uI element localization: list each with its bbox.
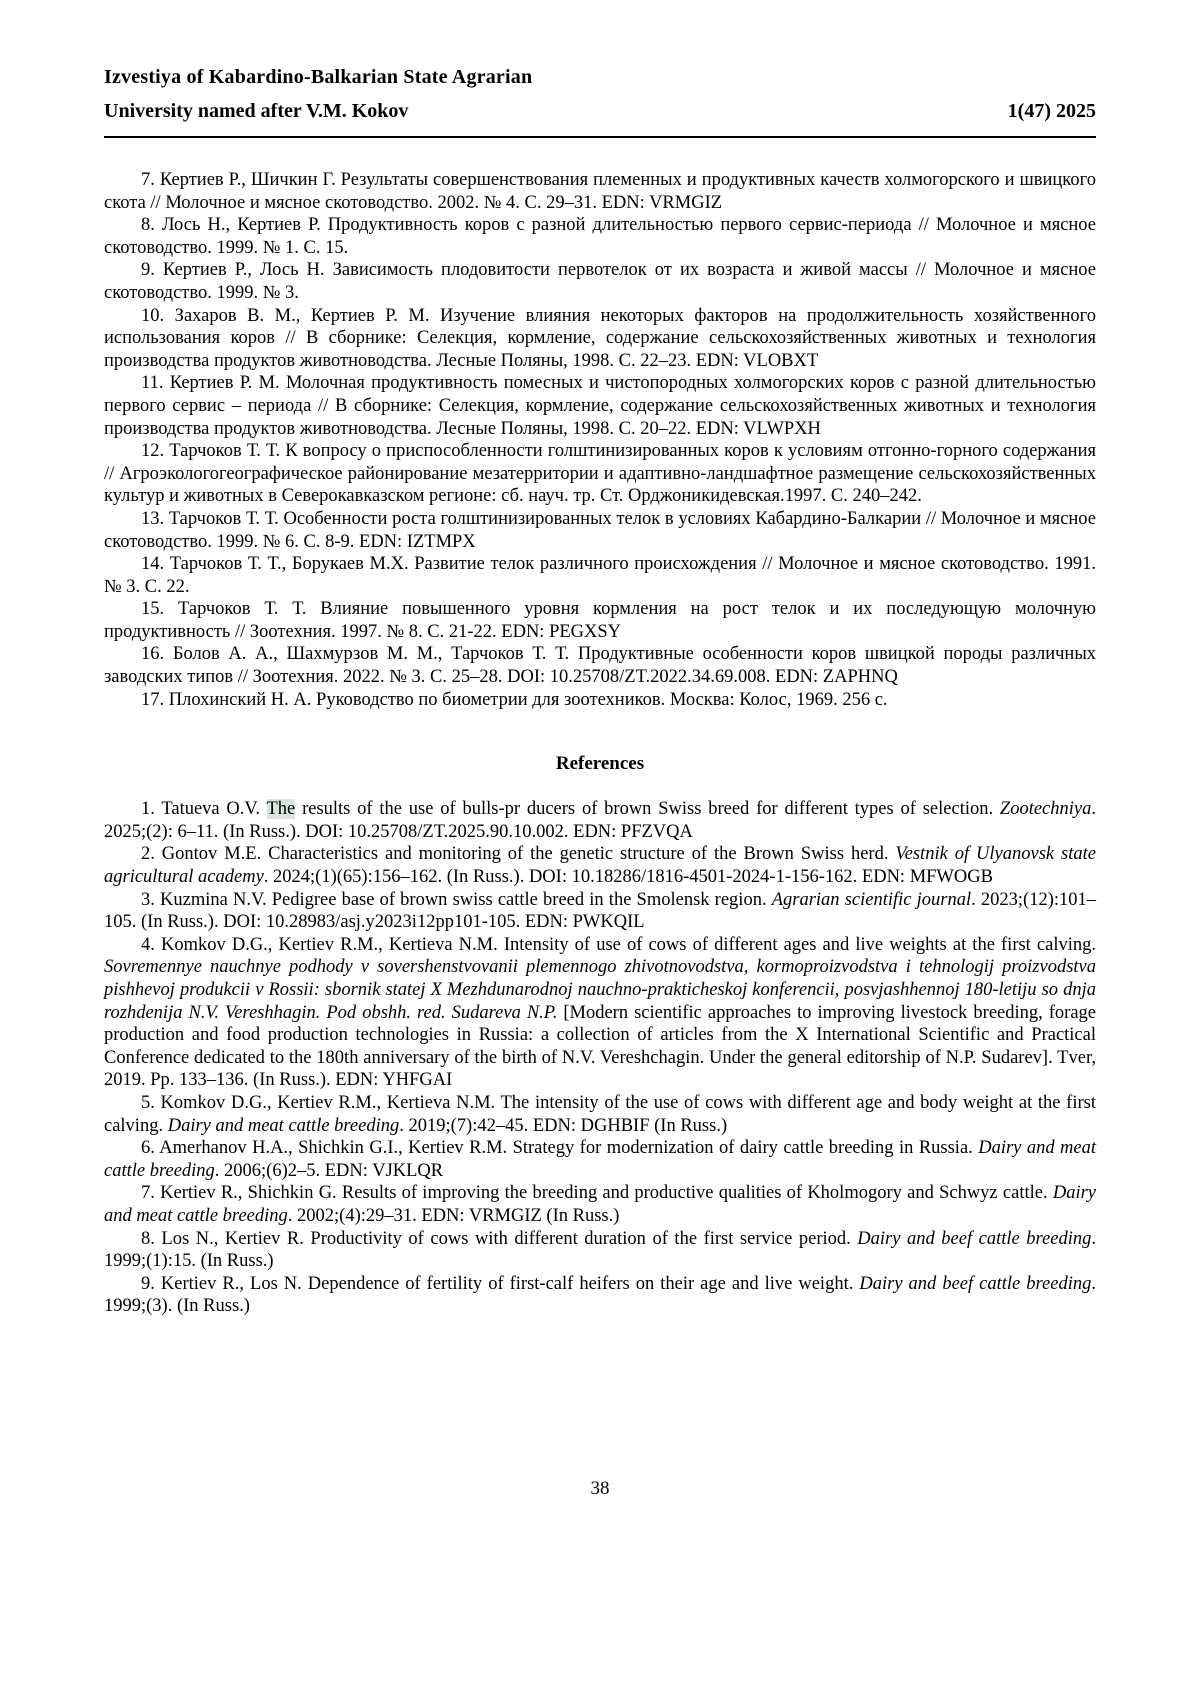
reference-item-en (104, 798, 1096, 843)
reference-item-en (104, 1228, 1096, 1273)
reference-text-segment: . 2025;(2): 6–11. (In Russ.). DOI: 10.25708/ZT.2025.90.10.002. EDN: PFZVQA (104, 799, 1096, 842)
reference-item-ru: 17. Плохинский Н. А. Руководство по биометрии для зоотехников. Москва: Колос, 1969. 256 с. (141, 689, 888, 710)
reference-item-en (104, 934, 1096, 1092)
reference-text-segment: The (266, 799, 296, 820)
reference-text-segment: . 2002;(4):29–31. EDN: VRMGIZ (In Russ.) (287, 1205, 620, 1226)
journal-title-line1: Izvestiya of Kabardino-Balkarian State Agrarian (104, 66, 533, 88)
journal-title-line2: University named after V.M. Kokov (104, 100, 409, 122)
reference-item-ru: 13. Тарчоков Т. Т. Особенности роста голштинизированных телок в условиях Кабардино-Балкарии // Молочное и мясное скотоводство. 1999. № 6. С. 8-9. EDN: IZTMPX (104, 508, 1096, 552)
references-heading: References (555, 753, 645, 775)
reference-text-segment: Dairy and meat cattle breeding (104, 1183, 1096, 1226)
page-number: 38 (590, 1478, 610, 1499)
reference-item-en (104, 843, 1096, 888)
reference-item-ru: 9. Кертиев Р., Лось Н. Зависимость плодовитости первотелок от их возраста и живой массы // Молочное и мясное скотоводство. 1999. № 3. (104, 260, 1096, 303)
reference-text-segment: Agrarian scientific journal (771, 889, 972, 910)
reference-text-segment: . 2023;(12):101–105. (In Russ.). DOI: 10.28983/asj.y2023i12pp101-105. EDN: PWKQIL (104, 889, 1096, 933)
reference-item-ru: 8. Лось Н., Кертиев Р. Продуктивность коров с разной длительностью первого сервис-периода // Молочное и мясное скотоводство. 1999. № 1. С. 15. (104, 215, 1096, 258)
english-references-list (104, 798, 1096, 1318)
reference-item-ru: 10. Захаров В. М., Кертиев Р. М. Изучение влияния некоторых факторов на продолжительность хозяйственного использования коров // В сборнике: Селекция, кормление, содержание сельскохозяйственных животных и технология производства продуктов животноводства. Лесные Поляны, 1998. С. 22–23. EDN: VLOBXT (104, 305, 1096, 371)
page-header (104, 66, 1096, 138)
reference-text-segment: 5. Komkov D.G., Kertiev R.M., Kertieva N.M. The intensity of the use of cows with different age and body weight at the first calving. (104, 1092, 1096, 1136)
reference-item-en (104, 889, 1096, 934)
reference-item-ru: 14. Тарчоков Т. Т., Борукаев М.Х. Развитие телок различного происхождения // Молочное и мясное скотоводство. 1991. № 3. С. 22. (104, 554, 1096, 597)
reference-text-segment: [Modern scientific approaches to improving livestock breeding, forage production and food production technologies in Russia: a collection of articles from the X International Scientific and Practical Conference dedicated to the 180th anniversary of the birth of N.V. Vereshchagin. Under the general editorship of N.P. Sudarev]. Tver, 2019. Pp. 133–136. (In Russ.). EDN: YHFGAI (104, 1002, 1097, 1091)
reference-text-segment: 1. Tatueva O.V. (141, 799, 267, 820)
reference-item-en (104, 1137, 1096, 1182)
reference-text-segment: Zootechniya (999, 799, 1092, 820)
reference-text-segment: . 1999;(3). (In Russ.) (104, 1273, 1096, 1317)
references-body (104, 169, 1096, 1318)
russian-references-list (104, 169, 1096, 711)
reference-item-en (104, 1092, 1096, 1137)
reference-item-ru: 7. Кертиев Р., Шичкин Г. Результаты совершенствования племенных и продуктивных качеств холмогорского и швицкого скота // Молочное и мясное скотоводство. 2002. № 4. С. 29–31. EDN: VRMGIZ (104, 170, 1096, 213)
reference-text-segment: Dairy and beef cattle breeding (859, 1273, 1092, 1294)
reference-text-segment: results of the use of bulls-pr ducers of brown Swiss breed for different types of selection. (295, 799, 1000, 820)
reference-text-segment: 2. Gontov M.E. Characteristics and monitoring of the genetic structure of the Brown Swiss herd. (141, 844, 896, 865)
reference-text-segment: Dairy and meat cattle breeding (167, 1115, 400, 1136)
reference-item-ru: 16. Болов А. А., Шахмурзов М. М., Тарчоков Т. Т. Продуктивные особенности коров швицкой породы различных заводских типов // Зоотехния. 2022. № 3. С. 25–28. DOI: 10.25708/ZT.2022.34.69.008. EDN: ZAPHNQ (104, 644, 1096, 688)
reference-text-segment: . 1999;(1):15. (In Russ.) (104, 1228, 1096, 1272)
reference-item-en (104, 1182, 1096, 1227)
reference-text-segment: Sovremennye nauchnye podhody v sovershenstvovanii plemennogo zhivotnovodstva, kormoproizvodstva i tehnologij proizvodstva pishhevoj produkcii v Rossii: sbornik statej X Mezhdunarodnoj nauchno-prakticheskoj konferencii, posvjashhennoj 180-letiju so dnja rozhdenija N.V. Vereshhagin. Pod obshh. red. Sudareva N.P. (104, 957, 1096, 1023)
reference-text-segment: Vestnik of Ulyanovsk state agricultural academy (104, 844, 1096, 888)
reference-text-segment: Dairy and meat cattle breeding (104, 1138, 1096, 1181)
issue-number: 1(47) 2025 (1007, 100, 1096, 122)
reference-text-segment: Dairy and beef cattle breeding (857, 1228, 1092, 1249)
reference-item-ru: 12. Тарчоков Т. Т. К вопросу о приспособленности голштинизированных коров к условиям отгонно-горного содержания // Агроэкологогеографическое районирование мезатерритории и адаптивно-ландшафтное размещение сельскохозяйственных культур и животных в Северокавказском регионе: сб. науч. тр. Ст. Орджоникидевская.1997. С. 240–242. (104, 441, 1096, 507)
reference-text-segment: . 2024;(1)(65):156–162. (In Russ.). DOI: 10.18286/1816-4501-2024-1-156-162. EDN: MFWOGB (263, 867, 993, 888)
reference-text-segment: 7. Kertiev R., Shichkin G. Results of improving the breeding and productive qualities of Kholmogory and Schwyz cattle. (141, 1183, 1053, 1204)
journal-header-row (104, 100, 1096, 123)
reference-text-segment: 8. Los N., Kertiev R. Productivity of cows with different duration of the first service period. (141, 1228, 858, 1249)
reference-text-segment: 4. Komkov D.G., Kertiev R.M., Kertieva N.M. Intensity of use of cows of different ages and live weights at the first calving. (141, 934, 1096, 955)
reference-text-segment: 3. Kuzmina N.V. Pedigree base of brown swiss cattle breed in the Smolensk region. (141, 889, 772, 910)
header-rule (104, 136, 1096, 138)
reference-text-segment: 9. Kertiev R., Los N. Dependence of fertility of first-calf heifers on their age and live weight. (141, 1273, 860, 1294)
reference-text-segment: . 2006;(6)2–5. EDN: VJKLQR (214, 1160, 444, 1181)
reference-text-segment: . 2019;(7):42–45. EDN: DGHBIF (In Russ.) (399, 1115, 728, 1136)
reference-item-en (104, 1273, 1096, 1318)
reference-text-segment: 6. Amerhanov H.A., Shichkin G.I., Kertiev R.M. Strategy for modernization of dairy cattle breeding in Russia. (141, 1138, 979, 1159)
reference-item-ru: 15. Тарчоков Т. Т. Влияние повышенного уровня кормления на рост телок и их последующую молочную продуктивность // Зоотехния. 1997. № 8. С. 21-22. EDN: PEGXSY (104, 599, 1096, 642)
reference-item-ru: 11. Кертиев Р. М. Молочная продуктивность помесных и чистопородных холмогорских коров с разной длительностью первого сервис – периода // В сборнике: Селекция, кормление, содержание сельскохозяйственных животных и технология производства продуктов животноводства. Лесные Поляны, 1998. С. 20–22. EDN: VLWPXH (104, 373, 1096, 439)
